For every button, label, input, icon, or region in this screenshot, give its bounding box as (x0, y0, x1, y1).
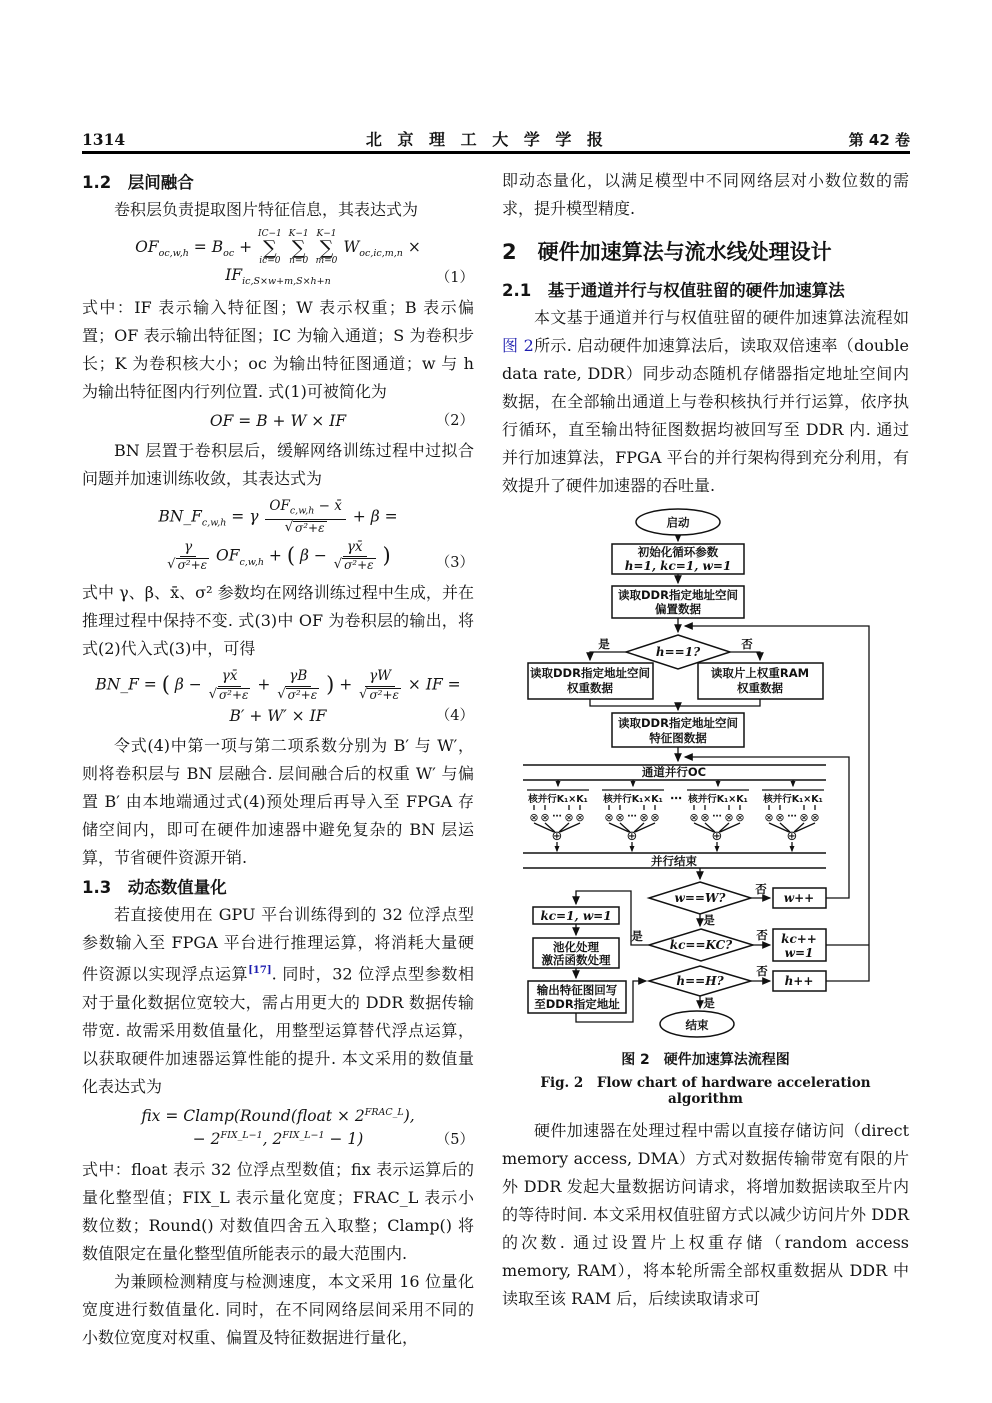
fraction: γ √ σ²+ε (167, 538, 208, 573)
svg-text:⊕: ⊕ (551, 829, 563, 844)
flowchart-decision-h (649, 964, 768, 1010)
flowchart-node-w-increment (773, 888, 826, 908)
paragraph-text: 本文基于通道并行与权值驻留的硬件加速算法流程如 (534, 308, 909, 327)
flowchart-node-kc-increment (773, 929, 826, 961)
figure-2-caption-zh: 图 2 硬件加速算法流程图 (621, 1052, 790, 1068)
svg-text:⋯: ⋯ (627, 811, 637, 822)
paragraph-f1-explain: 式中：IF 表示输入特征图；W 表示权重；B 表示偏置；OF 表示输出特征图；IC 为输入通道；S 为卷积步长；K 为卷积核大小；oc 为输出特征图通道；w 与 h 为输出特征图内行列位置. 式(1)可被简化为 (82, 298, 474, 402)
yes-label: 是 (703, 913, 715, 927)
svg-text:w==W?: w==W? (674, 891, 726, 905)
svg-text:h++: h++ (784, 974, 814, 988)
svg-text:通道并行OC: 通道并行OC (641, 765, 707, 779)
paragraph-text: 若直接使用在 GPU 平台训练得到的 32 位浮点型参数输入至 FPGA 平台进行推理运算，将消耗大量硬件资源以实现浮点运算 (82, 905, 474, 984)
svg-text:⋯: ⋯ (712, 811, 722, 822)
flowchart-band-parallel-end (651, 854, 697, 868)
svg-text:⊗: ⊗ (575, 811, 585, 824)
svg-text:池化处理: 池化处理 (553, 940, 599, 954)
radical-sign: √ (333, 557, 343, 573)
figure-2-caption-en: Fig. 2 Flow chart of hardware acceleration algorithm (540, 1075, 871, 1107)
equation-3-line1: $BN\_F_{c,w,h} = \gamma$ $OF_{c,w,h}$ − x̄ √ σ²+ε + β = (158, 498, 398, 535)
flowchart-node-read-ram-weight (698, 663, 823, 699)
paragraph-text: . 同时，32 位浮点型参数相对于量化数据位宽较大，需占用更大的 DDR 数据传输带宽. 故需采用数值量化，用整型运算替代浮点运算，以获取硬件加速器运算性能的提升. 本文采用的数值量化表达式为 (82, 964, 474, 1096)
equation-5 (82, 1105, 474, 1152)
flowchart-kernel-group-4 (762, 780, 824, 851)
flowchart-node-kc-reset (533, 907, 619, 924)
svg-text:kc++: kc++ (781, 932, 817, 946)
paragraph-f4-explain: 令式(4)中第一项与第二项系数分别为 B′ 与 W′，则将卷积层与 BN 层融合. 层间融合后的权重 W′ 与偏置 B′ 由本地端通过式(4)预处理后再导入至 FPGA 存储空间内，即可在硬件加速器中避免复杂的 BN 层运算，节省硬件资源开销. (82, 736, 474, 868)
svg-text:⊕: ⊕ (711, 829, 723, 844)
svg-text:⊗: ⊗ (810, 811, 820, 824)
equation-4-number: （4） (435, 708, 474, 725)
heading-1-3: 1.3 动态数值量化 (82, 878, 227, 898)
yes-label: 是 (598, 637, 610, 651)
no-label: 否 (756, 928, 768, 942)
svg-text:并行结束: 并行结束 (651, 854, 697, 868)
svg-text:读取片上权重RAM: 读取片上权重RAM (710, 666, 810, 680)
equation-1 (82, 228, 474, 290)
radical-sign: √ (284, 520, 294, 535)
paragraph-f3-explain: 式中 γ、β、x̄、σ² 参数均在网络训练过程中生成，并在推理过程中保持不变. 式(3)中 OF 为卷积层的输出，将式(2)代入式(3)中，可得 (82, 583, 474, 659)
svg-text:⊗: ⊗ (540, 811, 550, 824)
flowchart-node-h-increment (773, 971, 826, 991)
svg-text:⊗: ⊗ (615, 811, 625, 824)
equation-3-line2: γ √ σ²+ε $OF_{c,w,h}$ + ( β − γx̄ √ σ²+ε ) (167, 538, 391, 573)
paragraph-dynamic-quant: 即动态量化，以满足模型中不同网络层对小数位数的需求，提升模型精度. (502, 171, 909, 218)
heading-2-1: 2.1 基于通道并行与权值驻留的硬件加速算法 (502, 281, 845, 300)
svg-text:结束: 结束 (685, 1018, 709, 1032)
paragraph-quantization (82, 901, 474, 1100)
svg-text:⊕: ⊕ (786, 829, 798, 844)
flowchart-kernel-group-2 (602, 780, 664, 851)
svg-text:⊗: ⊗ (650, 811, 660, 824)
fraction: γx̄ √ σ²+ε (208, 668, 249, 702)
svg-text:核并行K₁×K₁: 核并行K₁×K₁ (603, 794, 663, 805)
svg-text:初始化循环参数: 初始化循环参数 (637, 545, 719, 559)
flowchart-kernel-group-3 (687, 780, 749, 851)
equation-4-line2: B′ + W′ × IF (229, 706, 327, 725)
svg-text:⊗: ⊗ (764, 811, 774, 824)
paragraph-16bit: 为兼顾检测精度与检测速度，本文采用 16 位量化宽度进行数值量化. 同时，在不同网络层间采用不同的小数位宽度对权重、偏置及特征数据进行量化， (82, 1271, 474, 1347)
svg-text:权重数据: 权重数据 (567, 681, 613, 695)
svg-text:⋯: ⋯ (552, 811, 562, 822)
paragraph-flow (502, 304, 909, 500)
paragraph-conv: 卷积层负责提取图片特征信息，其表达式为 (114, 200, 419, 219)
svg-text:kc==KC?: kc==KC? (669, 938, 733, 952)
journal-title: 北 京 理 工 大 学 学 报 (365, 130, 608, 149)
equation-4 (82, 667, 474, 728)
equation-2-body: OF = B + W × IF (209, 412, 347, 431)
equation-3 (82, 497, 474, 575)
eq1-lhs: OF (135, 238, 159, 257)
svg-text:⊗: ⊗ (564, 811, 574, 824)
page-number: 1314 (82, 130, 126, 149)
yes-label: 是 (631, 929, 643, 943)
flowchart-node-end (660, 1011, 734, 1037)
flowchart-node-start (636, 509, 720, 535)
paragraph-dma: 硬件加速器在处理过程中需以直接存储访问（direct memory access, DMA）方式对数据传输带宽有限的片外 DDR 发起大量数据访问请求，将增加数据读取至片内的等待时间. 本文采用权值驻留方式以减少访问片外 DDR 的次数. 通过设置片上权重存储（random access memory, RAM），将本轮所需全部权重数据从 DDR 中读取至该 RAM 后，后续读取请求可 (502, 1121, 909, 1308)
svg-text:h==1?: h==1? (655, 645, 701, 659)
flowchart-node-read-bias (612, 586, 744, 618)
paragraph-bn: BN 层置于卷积层后，缓解网络训练过程中过拟合问题并加速训练收敛，其表达式为 (82, 441, 474, 489)
no-label: 否 (741, 637, 753, 651)
header-rule (82, 151, 910, 154)
svg-text:⊗: ⊗ (799, 811, 809, 824)
svg-text:⊗: ⊗ (775, 811, 785, 824)
svg-text:读取DDR指定地址空间: 读取DDR指定地址空间 (618, 716, 738, 730)
svg-text:激活函数处理: 激活函数处理 (541, 953, 611, 967)
citation-ref-17[interactable]: [17] (248, 965, 272, 977)
sum-m: K−1 ∑ m=0 (315, 229, 338, 267)
svg-text:读取DDR指定地址空间: 读取DDR指定地址空间 (530, 666, 650, 680)
flowchart-figure-2 (516, 506, 882, 1041)
no-label: 否 (756, 964, 768, 978)
radical-sign: √ (167, 557, 176, 573)
yes-label: 是 (703, 996, 715, 1010)
fraction: γx̄ √ σ²+ε (333, 538, 374, 573)
svg-text:kc=1, w=1: kc=1, w=1 (540, 909, 612, 923)
right-column (502, 167, 909, 1313)
flowchart-decision-kc (631, 928, 768, 961)
equation-2-number: （2） (435, 413, 474, 430)
radical-sign: √ (277, 686, 286, 702)
svg-text:⊗: ⊗ (700, 811, 710, 824)
svg-text:核并行K₁×K₁: 核并行K₁×K₁ (528, 794, 588, 805)
paragraph-text: 所示. 启动硬件加速算法后，读取双倍速率（double data rate, DDR）同步动态随机存储器指定地址空间内数据，在全部输出通道上与卷积核执行并行运算，依序执行循环，直至输出特征图数据均被回写至 DDR 内. 通过并行加速算法，FPGA 平台的并行架构得到充分利用，有效提升了硬件加速器的吞吐量. (502, 336, 909, 495)
svg-text:w++: w++ (783, 891, 815, 905)
svg-text:⊕: ⊕ (626, 829, 638, 844)
flowchart-node-read-ddr-weight (528, 663, 653, 699)
equation-1-number: （1） (435, 270, 474, 287)
figure-2-link[interactable]: 图 2 (502, 336, 534, 355)
sum-ic: IC−1 ∑ ic=0 (258, 229, 282, 267)
flowchart-decision-w (649, 882, 767, 927)
fraction: $OF_{c,w,h}$ − x̄ √ σ²+ε (265, 499, 345, 536)
flowchart-node-writeback (528, 981, 626, 1013)
flowchart-node-pooling (533, 938, 619, 968)
svg-text:读取DDR指定地址空间: 读取DDR指定地址空间 (618, 588, 738, 602)
svg-text:w=1: w=1 (784, 946, 814, 960)
equation-3-number: （3） (435, 555, 474, 572)
svg-text:权重数据: 权重数据 (737, 681, 783, 695)
svg-text:启动: 启动 (666, 515, 690, 530)
svg-text:⊗: ⊗ (639, 811, 649, 824)
heading-section-2: 2 硬件加速算法与流水线处理设计 (502, 240, 832, 264)
svg-text:输出特征图回写: 输出特征图回写 (536, 983, 618, 997)
kernel-groups-ellipsis: ⋯ (670, 791, 682, 805)
equation-4-line1: BN_F = ( β − γx̄ √ σ²+ε + γB √ σ²+ε ) + γW √ σ²+ε × IF = (95, 668, 461, 702)
fraction: γW √ σ²+ε (359, 668, 399, 702)
volume-label: 第 42 卷 (848, 131, 910, 149)
fraction: γB √ σ²+ε (277, 668, 318, 702)
sum-n: K−1 ∑ n=0 (288, 229, 309, 267)
svg-text:⊗: ⊗ (735, 811, 745, 824)
svg-text:偏置数据: 偏置数据 (655, 602, 701, 616)
svg-text:⊗: ⊗ (689, 811, 699, 824)
svg-text:⊗: ⊗ (724, 811, 734, 824)
paragraph-f5-explain: 式中：float 表示 32 位浮点型数值；fix 表示运算后的量化整型值；FIX_L 表示量化宽度；FRAC_L 表示小数位数；Round() 对数值四舍五入取整；Clamp() 将数值限定在量化整型值所能表示的最大范围内. (82, 1159, 474, 1263)
svg-text:特征图数据: 特征图数据 (649, 731, 707, 745)
flowchart-kernel-group-1 (527, 780, 589, 851)
svg-text:h=1, kc=1, w=1: h=1, kc=1, w=1 (624, 559, 732, 573)
svg-text:⋯: ⋯ (787, 811, 797, 822)
svg-text:h==H?: h==H? (676, 974, 724, 988)
svg-text:核并行K₁×K₁: 核并行K₁×K₁ (763, 794, 823, 805)
flowchart-band-channel-parallel (642, 765, 706, 779)
equation-2 (82, 410, 474, 433)
equation-5-number: （5） (435, 1131, 474, 1148)
equation-5-line1: fix = Clamp(Round(float × $2^{FRAC\_L}$), (141, 1106, 415, 1125)
flowchart-node-read-feature (612, 713, 744, 747)
no-label: 否 (755, 882, 767, 896)
svg-text:至DDR指定地址: 至DDR指定地址 (534, 997, 620, 1011)
heading-1-2: 1.2 层间融合 (82, 173, 194, 192)
svg-text:⊗: ⊗ (529, 811, 539, 824)
radical-sign: √ (359, 686, 368, 702)
radical-sign: √ (208, 686, 217, 702)
svg-text:⊗: ⊗ (604, 811, 614, 824)
page-header (82, 127, 910, 150)
svg-text:核并行K₁×K₁: 核并行K₁×K₁ (688, 794, 748, 805)
equation-5-line2: − $2^{FIX\_L-1}$, $2^{FIX\_L-1} - 1$) (192, 1130, 364, 1149)
equation-1-body: $OF_{oc,w,h} = B_{oc}$ + IC−1 ∑ ic=0 K−1 ∑ n=0 K−1 ∑ m=0 $W_{oc,ic,m,n} \times IF_{ic,S\times w+m,S\times h+n}$ (135, 229, 421, 288)
flowchart-node-init (612, 544, 744, 574)
left-column (82, 167, 474, 1352)
